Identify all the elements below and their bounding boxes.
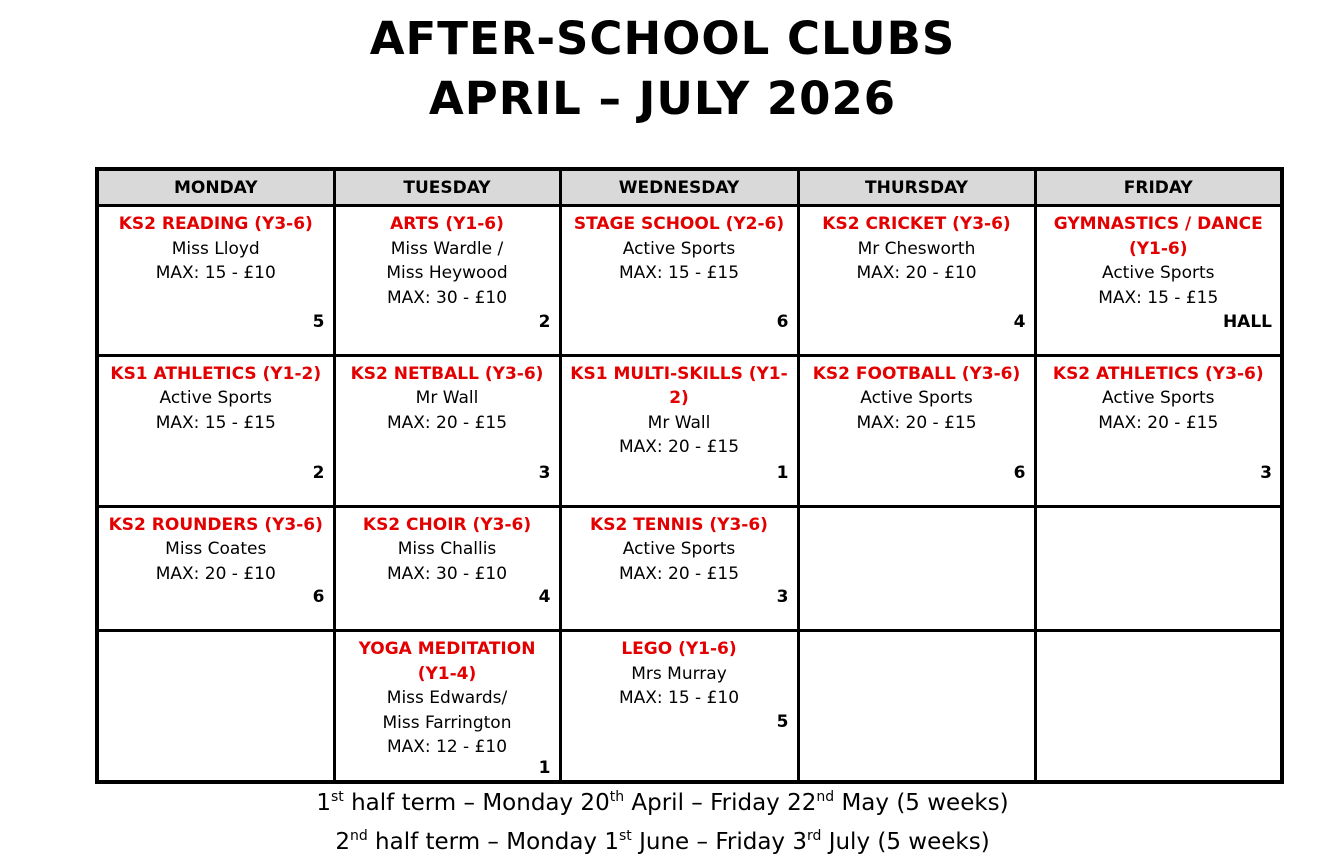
day-header-friday: FRIDAY: [1035, 169, 1282, 206]
club-name: KS1 ATHLETICS (Y1-2): [110, 363, 322, 384]
club-leader: Mr Wall: [647, 412, 711, 433]
empty-cell: [1035, 506, 1282, 631]
club-cell: [1035, 355, 1282, 506]
club-name: GYMNASTICS / DANCE (Y1-6): [1053, 214, 1263, 259]
club-cell: [560, 206, 798, 356]
day-header-tuesday: TUESDAY: [334, 169, 560, 206]
room-label: 4: [538, 587, 551, 608]
club-capacity-price: MAX: 30 - £10: [386, 287, 508, 308]
club-leader: Miss Wardle /: [390, 238, 504, 259]
club-capacity-price: MAX: 20 - £15: [618, 437, 740, 458]
club-capacity-price: MAX: 20 - £15: [856, 412, 977, 433]
room-label: 4: [1013, 311, 1026, 332]
club-cell: [1035, 206, 1282, 356]
empty-cell: [798, 506, 1035, 631]
room-label: 5: [312, 311, 325, 332]
club-capacity-price: MAX: 30 - £10: [386, 563, 508, 584]
club-name: KS2 TENNIS (Y3-6): [590, 514, 768, 535]
club-leader: Active Sports: [860, 388, 973, 409]
club-cell: [97, 506, 334, 631]
club-cell: [334, 506, 560, 631]
club-name: KS2 ROUNDERS (Y3-6): [108, 514, 323, 535]
club-leader: Miss Heywood: [386, 263, 508, 283]
room-label: 3: [538, 462, 551, 483]
club-name: KS2 CHOIR (Y3-6): [362, 514, 532, 535]
day-header-thursday: THURSDAY: [798, 169, 1035, 206]
club-leader: Active Sports: [1102, 388, 1215, 409]
room-label: 5: [776, 712, 789, 732]
room-label: 6: [1013, 462, 1026, 483]
club-capacity-price: MAX: 15 - £10: [618, 688, 740, 709]
second-half-term-dates: 2nd half term – Monday 1st June – Friday 3rd July (5 weeks): [335, 828, 990, 855]
empty-cell: [1035, 631, 1282, 782]
club-cell: [560, 631, 798, 782]
club-capacity-price: MAX: 20 - £15: [1098, 412, 1219, 433]
first-half-term-dates: 1st half term – Monday 20th April – Friday 22nd May (5 weeks): [316, 789, 1009, 816]
club-capacity-price: MAX: 15 - £15: [618, 263, 740, 283]
club-cell: [334, 206, 560, 356]
club-leader: Active Sports: [159, 388, 272, 409]
room-label: 1: [776, 462, 789, 483]
empty-cell: [798, 631, 1035, 782]
club-capacity-price: MAX: 20 - £15: [386, 412, 508, 433]
club-leader: Mrs Murray: [631, 663, 727, 684]
club-leader: Active Sports: [622, 238, 736, 259]
club-name: YOGA MEDITATION (Y1-4): [358, 639, 536, 684]
day-header-wednesday: WEDNESDAY: [560, 169, 798, 206]
club-capacity-price: MAX: 12 - £10: [386, 737, 508, 758]
room-label: 2: [312, 462, 325, 483]
club-cell: [334, 355, 560, 506]
room-label: 6: [312, 587, 325, 608]
room-label: 3: [1260, 462, 1272, 483]
club-leader: Miss Farrington: [382, 712, 512, 733]
club-leader: Miss Coates: [165, 539, 267, 560]
room-label: 3: [776, 587, 789, 608]
club-leader: Active Sports: [622, 539, 736, 560]
club-leader: Mr Wall: [415, 388, 479, 409]
room-label: 1: [538, 758, 551, 778]
empty-cell: [97, 631, 334, 782]
club-cell: [97, 206, 334, 356]
club-cell: [560, 355, 798, 506]
club-name: ARTS (Y1-6): [390, 214, 504, 234]
club-capacity-price: MAX: 15 - £15: [1098, 287, 1219, 308]
day-header-monday: MONDAY: [97, 169, 334, 206]
club-cell: [334, 631, 560, 782]
club-leader: Active Sports: [1102, 263, 1215, 283]
club-name: KS2 READING (Y3-6): [118, 214, 313, 234]
club-leader: Miss Lloyd: [171, 238, 260, 259]
club-name: KS1 MULTI-SKILLS (Y1-2): [570, 363, 788, 409]
club-capacity-price: MAX: 20 - £15: [618, 563, 740, 584]
clubs-timetable: [95, 167, 1284, 784]
club-leader: Miss Edwards/: [386, 688, 508, 709]
club-name: KS2 ATHLETICS (Y3-6): [1052, 363, 1264, 384]
club-name: STAGE SCHOOL (Y2-6): [573, 214, 785, 234]
room-label: 6: [776, 311, 789, 332]
club-cell: [798, 206, 1035, 356]
club-leader: Miss Challis: [397, 539, 497, 560]
club-name: LEGO (Y1-6): [621, 639, 737, 660]
club-capacity-price: MAX: 20 - £10: [155, 563, 276, 584]
club-capacity-price: MAX: 15 - £15: [155, 412, 276, 433]
club-cell: [798, 355, 1035, 506]
club-name: KS2 NETBALL (Y3-6): [350, 363, 544, 384]
room-label: HALL: [1222, 311, 1272, 332]
club-capacity-price: MAX: 20 - £10: [856, 263, 977, 283]
club-name: KS2 CRICKET (Y3-6): [822, 214, 1011, 234]
club-cell: [560, 506, 798, 631]
club-name: KS2 FOOTBALL (Y3-6): [812, 363, 1021, 384]
room-label: 2: [538, 311, 551, 332]
club-leader: Mr Chesworth: [857, 238, 976, 259]
page-title-line-1: AFTER-SCHOOL CLUBS: [369, 12, 956, 65]
club-cell: [97, 355, 334, 506]
page-title-line-2: APRIL – JULY 2026: [428, 72, 897, 125]
club-capacity-price: MAX: 15 - £10: [155, 263, 276, 283]
